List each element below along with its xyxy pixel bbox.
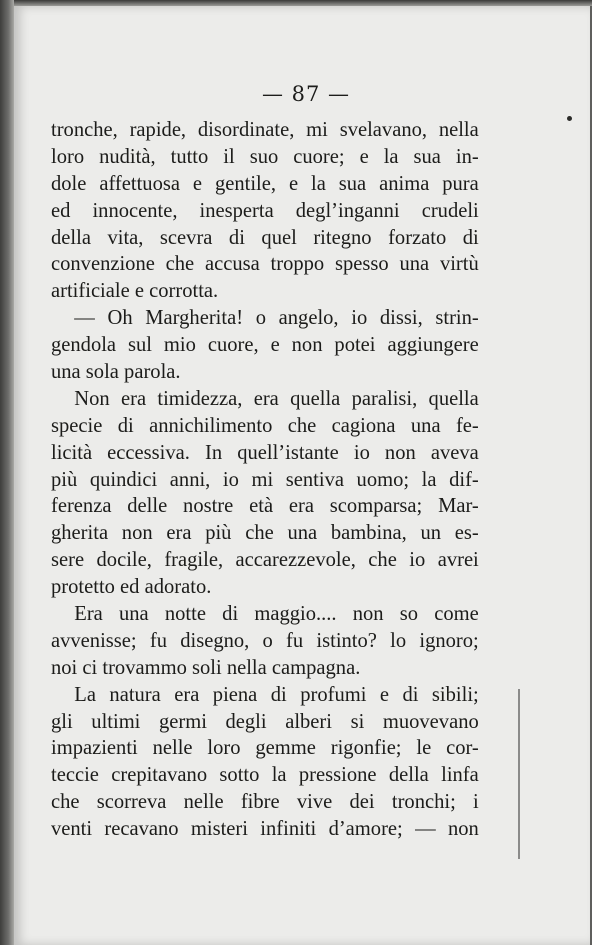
text-line: gherita non era più che una bambina, un es- bbox=[51, 520, 479, 545]
margin-pencil-mark bbox=[518, 689, 520, 859]
text-line: loro nudità, tutto il suo cuore; e la sua in- bbox=[51, 143, 479, 168]
body-text bbox=[51, 116, 479, 842]
book-spine-edge bbox=[0, 0, 14, 945]
text-line: tronche, rapide, disordinate, mi svelavano, nella bbox=[51, 117, 479, 141]
text-line: La natura era piena di profumi e di sibili; bbox=[74, 681, 479, 706]
text-line: specie di annichilimento che cagiona una fe- bbox=[51, 412, 479, 437]
text-line: sere docile, fragile, accarezzevole, che io avrei bbox=[51, 547, 479, 572]
text-line: — Oh Margherita! o angelo, io dissi, strin- bbox=[74, 305, 479, 330]
text-line: Era una notte di maggio.... non so come bbox=[74, 601, 479, 626]
text-line: artificiale e corrotta. bbox=[51, 278, 219, 303]
text-line: della vita, scevra di quel ritegno forzato di bbox=[51, 224, 479, 249]
text-line: ed innocente, inesperta degl’inganni crudeli bbox=[51, 197, 479, 222]
text-line: impazienti nelle loro gemme rigonfie; le cor- bbox=[51, 735, 479, 760]
text-line: venti recavano misteri infiniti d’amore; — non bbox=[51, 816, 479, 841]
text-line: convenzione che accusa troppo spesso una virtù bbox=[51, 251, 479, 276]
text-line: che scorreva nelle fibre vive dei tronchi; i bbox=[51, 789, 479, 814]
text-line: avvenisse; fu disegno, o fu istinto? lo ignoro; bbox=[51, 627, 479, 652]
text-line: ferenza delle nostre età era scomparsa; Mar- bbox=[51, 493, 479, 518]
ink-speck bbox=[567, 116, 572, 121]
text-line: licità eccessiva. In quell’istante io non aveva bbox=[51, 439, 479, 464]
text-line: dole affettuosa e gentile, e la sua anima pura bbox=[51, 170, 479, 195]
text-line: teccie crepitavano sotto la pressione della linfa bbox=[51, 762, 479, 787]
text-line: Non era timidezza, era quella paralisi, quella bbox=[74, 385, 479, 410]
text-line: più quindici anni, io mi sentiva uomo; la dif- bbox=[51, 466, 479, 491]
text-line: gli ultimi germi degli alberi si muovevano bbox=[51, 708, 479, 733]
text-line: una sola parola. bbox=[51, 359, 181, 384]
page-number: — 87 — bbox=[261, 82, 351, 106]
text-line: gendola sul mio cuore, e non potei aggiungere bbox=[51, 332, 479, 357]
text-line: protetto ed adorato. bbox=[51, 574, 212, 599]
text-line: noi ci trovammo soli nella campagna. bbox=[51, 654, 361, 679]
